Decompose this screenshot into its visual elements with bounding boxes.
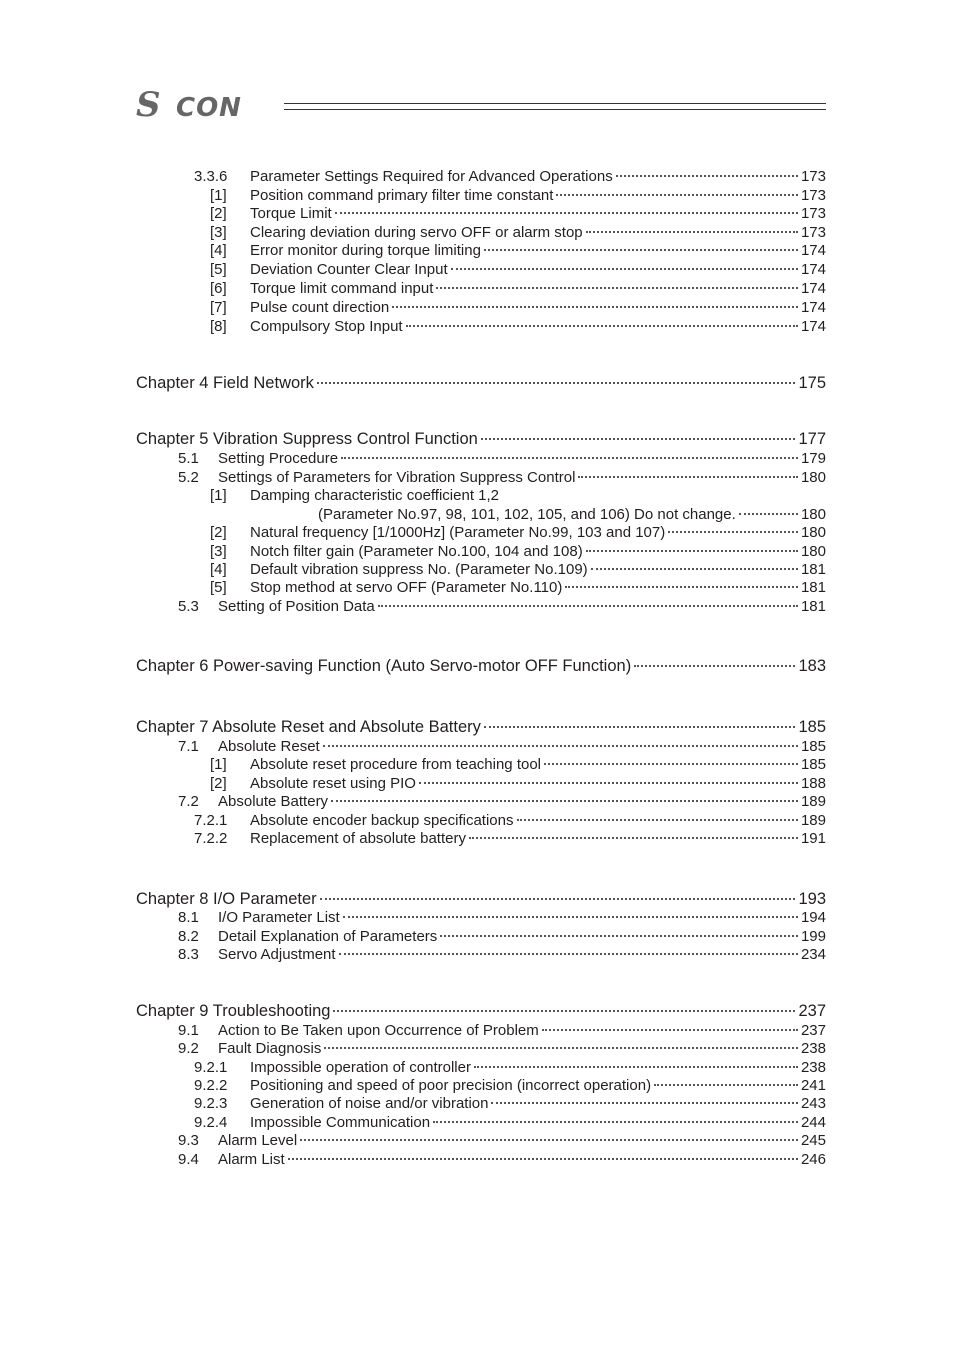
toc-chapter-entry — [136, 430, 826, 449]
toc-entry-title: Action to Be Taken upon Occurrence of Problem — [218, 1022, 539, 1039]
toc-dot-leader — [433, 1121, 798, 1123]
toc-page-number: 244 — [800, 1114, 826, 1131]
toc-dot-leader — [634, 665, 795, 667]
toc-page-number: 173 — [800, 224, 826, 241]
toc-dot-leader — [491, 1102, 797, 1104]
toc-entry-title: Absolute reset using PIO — [250, 775, 416, 792]
toc-entry — [194, 1059, 826, 1076]
toc-dot-leader — [517, 819, 798, 821]
toc-entry-title: Replacement of absolute battery — [250, 830, 466, 847]
toc-page-number: 234 — [800, 946, 826, 963]
toc-entry-number: 8.2 — [178, 928, 199, 945]
toc-dot-leader — [323, 745, 798, 747]
toc-page-number: 246 — [800, 1151, 826, 1168]
toc-entry-title: (Parameter No.97, 98, 101, 102, 105, and 106) Do not change. — [318, 506, 736, 523]
toc-dot-leader — [654, 1084, 798, 1086]
toc-entry — [178, 1040, 826, 1057]
toc-entry-number: [7] — [210, 299, 227, 316]
toc-entry — [178, 598, 826, 615]
toc-dot-leader — [565, 586, 798, 588]
toc-dot-leader — [320, 898, 796, 900]
toc-entry — [210, 756, 826, 773]
toc-entry-number: [1] — [210, 487, 227, 504]
toc-dot-leader — [324, 1047, 798, 1049]
toc-entry-number: 7.2 — [178, 793, 199, 810]
toc-chapter-entry — [136, 374, 826, 393]
toc-page-number: 189 — [800, 793, 826, 810]
toc-dot-leader — [668, 531, 798, 533]
toc-dot-leader — [341, 457, 798, 459]
toc-entry-title: Parameter Settings Required for Advanced Operations — [250, 168, 613, 185]
toc-page-number: 199 — [800, 928, 826, 945]
toc-dot-leader — [474, 1066, 798, 1068]
toc-page-number: 237 — [800, 1022, 826, 1039]
toc-entry-number: 9.1 — [178, 1022, 199, 1039]
toc-dot-leader — [288, 1158, 798, 1160]
toc-page-number: 177 — [798, 430, 826, 448]
svg-text:CON: CON — [176, 93, 242, 123]
toc-entry-number: [1] — [210, 187, 227, 204]
toc-chapter-entry — [136, 718, 826, 737]
toc-dot-leader — [586, 550, 798, 552]
toc-entry-number: 9.2 — [178, 1040, 199, 1057]
toc-page-number: 174 — [800, 299, 826, 316]
toc-dot-leader — [335, 212, 798, 214]
toc-page-number: 173 — [800, 187, 826, 204]
toc-entry — [210, 205, 826, 222]
toc-page-number: 175 — [798, 374, 826, 392]
toc-chapter-entry — [136, 890, 826, 909]
toc-entry-title: Fault Diagnosis — [218, 1040, 322, 1057]
toc-entry-title: Detail Explanation of Parameters — [218, 928, 438, 945]
toc-entry-title: Error monitor during torque limiting — [250, 242, 481, 259]
toc-entry-title: Settings of Parameters for Vibration Suppress Control — [218, 469, 576, 486]
toc-entry — [194, 812, 826, 829]
toc-entry — [210, 543, 826, 560]
toc-entry-title: Chapter 7 Absolute Reset and Absolute Battery — [136, 718, 481, 736]
toc-page-number: 238 — [800, 1059, 826, 1076]
toc-page-number: 185 — [800, 756, 826, 773]
toc-entry — [318, 506, 826, 523]
toc-entry — [178, 1022, 826, 1039]
toc-entry-title: I/O Parameter List — [218, 909, 340, 926]
toc-entry-number: 7.2.1 — [194, 812, 228, 829]
toc-page-number: 181 — [800, 598, 826, 615]
toc-dot-leader — [544, 763, 798, 765]
toc-page-number: 174 — [800, 242, 826, 259]
toc-entry-number: [8] — [210, 318, 227, 335]
toc-dot-leader — [586, 231, 798, 233]
toc-dot-leader — [616, 175, 798, 177]
toc-dot-leader — [317, 382, 796, 384]
toc-entry-number: 9.2.1 — [194, 1059, 228, 1076]
toc-dot-leader — [481, 438, 796, 440]
toc-entry-number: [1] — [210, 756, 227, 773]
toc-page-number: 193 — [798, 890, 826, 908]
toc-dot-leader — [392, 306, 798, 308]
toc-entry-title: Absolute Reset — [218, 738, 320, 755]
toc-page-number: 180 — [800, 506, 826, 523]
toc-chapter-entry — [136, 657, 826, 676]
toc-entry-number: 9.4 — [178, 1151, 199, 1168]
header-rule-top — [284, 103, 826, 104]
toc-entry — [194, 168, 826, 185]
toc-dot-leader — [469, 837, 798, 839]
toc-page-number: 181 — [800, 579, 826, 596]
toc-entry-number: [5] — [210, 579, 227, 596]
toc-entry — [194, 1114, 826, 1131]
toc-entry-number: [3] — [210, 543, 227, 560]
toc-entry — [194, 1077, 826, 1094]
toc-page-number: 189 — [800, 812, 826, 829]
toc-dot-leader — [542, 1029, 798, 1031]
toc-dot-leader — [339, 953, 798, 955]
toc-entry-number: 9.2.2 — [194, 1077, 228, 1094]
toc-entry-number: [3] — [210, 224, 227, 241]
toc-entry — [210, 280, 826, 297]
scon-logo — [136, 88, 276, 124]
toc-entry-title: Absolute Battery — [218, 793, 329, 810]
toc-page-number: 241 — [800, 1077, 826, 1094]
toc-entry-title: Absolute reset procedure from teaching tool — [250, 756, 541, 773]
toc-entry-title: Natural frequency [1/1000Hz] (Parameter No.99, 103 and 107) — [250, 524, 666, 541]
toc-entry-number: [6] — [210, 280, 227, 297]
toc-entry-title: Chapter 9 Troubleshooting — [136, 1002, 331, 1020]
toc-entry-number: 8.1 — [178, 909, 199, 926]
toc-entry — [178, 793, 826, 810]
toc-entry-title: Alarm List — [218, 1151, 285, 1168]
toc-entry-title: Servo Adjustment — [218, 946, 336, 963]
toc-entry — [178, 469, 826, 486]
toc-entry-number: 7.2.2 — [194, 830, 228, 847]
toc-entry-title: Setting Procedure — [218, 450, 339, 467]
toc-entry-number: 3.3.6 — [194, 168, 228, 185]
toc-entry — [178, 909, 826, 926]
toc-entry — [210, 487, 499, 504]
toc-page-number: 180 — [800, 469, 826, 486]
toc-entry — [210, 579, 826, 596]
svg-text:S: S — [136, 88, 161, 124]
toc-dot-leader — [436, 287, 798, 289]
toc-page-number: 238 — [800, 1040, 826, 1057]
toc-entry — [178, 928, 826, 945]
toc-dot-leader — [419, 782, 798, 784]
toc-page-number: 180 — [800, 524, 826, 541]
toc-entry — [178, 1151, 826, 1168]
toc-dot-leader — [578, 476, 798, 478]
toc-entry-title: Torque limit command input — [250, 280, 434, 297]
toc-page-number: 183 — [798, 657, 826, 675]
toc-entry — [178, 1132, 826, 1149]
toc-entry — [178, 946, 826, 963]
toc-entry — [210, 299, 826, 316]
toc-entry — [210, 775, 826, 792]
toc-page-number: 245 — [800, 1132, 826, 1149]
toc-entry-title: Impossible operation of controller — [250, 1059, 471, 1076]
toc-entry — [210, 224, 826, 241]
toc-page-number: 188 — [800, 775, 826, 792]
toc-entry-number: [4] — [210, 561, 227, 578]
toc-entry-number: [4] — [210, 242, 227, 259]
toc-page-number: 185 — [798, 718, 826, 736]
toc-entry-number: [2] — [210, 524, 227, 541]
toc-page-number: 243 — [800, 1095, 826, 1112]
toc-entry — [178, 738, 826, 755]
toc-entry-title: Notch filter gain (Parameter No.100, 104 and 108) — [250, 543, 583, 560]
toc-entry-number: 9.2.4 — [194, 1114, 228, 1131]
toc-entry-title: Pulse count direction — [250, 299, 390, 316]
toc-page-number: 180 — [800, 543, 826, 560]
toc-entry-number: [2] — [210, 775, 227, 792]
toc-entry-title: Chapter 6 Power-saving Function (Auto Servo-motor OFF Function) — [136, 657, 632, 675]
toc-entry-title: Absolute encoder backup specifications — [250, 812, 514, 829]
toc-entry — [210, 524, 826, 541]
toc-entry-title: Compulsory Stop Input — [250, 318, 403, 335]
toc-page-number: 174 — [800, 261, 826, 278]
toc-dot-leader — [406, 325, 798, 327]
toc-dot-leader — [333, 1010, 795, 1012]
toc-dot-leader — [440, 935, 798, 937]
toc-entry — [210, 242, 826, 259]
toc-entry-number: 5.1 — [178, 450, 199, 467]
toc-dot-leader — [556, 194, 798, 196]
toc-entry-title: Chapter 8 I/O Parameter — [136, 890, 317, 908]
toc-dot-leader — [484, 726, 796, 728]
toc-entry — [210, 561, 826, 578]
toc-page-number: 181 — [800, 561, 826, 578]
toc-entry-title: Chapter 4 Field Network — [136, 374, 314, 392]
toc-entry-title: Generation of noise and/or vibration — [250, 1095, 489, 1112]
toc-page-number: 191 — [800, 830, 826, 847]
toc-entry-number: 9.2.3 — [194, 1095, 228, 1112]
toc-entry-title: Deviation Counter Clear Input — [250, 261, 448, 278]
toc-page-number: 174 — [800, 280, 826, 297]
toc-dot-leader — [484, 249, 798, 251]
toc-entry-title: Alarm Level — [218, 1132, 298, 1149]
toc-entry-title: Torque Limit — [250, 205, 332, 222]
toc-entry — [210, 261, 826, 278]
toc-page-number: 194 — [800, 909, 826, 926]
toc-page-number: 179 — [800, 450, 826, 467]
toc-entry-number: 9.3 — [178, 1132, 199, 1149]
header-rule-bottom — [284, 109, 826, 110]
toc-dot-leader — [591, 568, 798, 570]
toc-entry-title: Setting of Position Data — [218, 598, 375, 615]
toc-entry-title: Positioning and speed of poor precision (incorrect operation) — [250, 1077, 652, 1094]
toc-dot-leader — [739, 513, 798, 515]
toc-dot-leader — [343, 916, 798, 918]
toc-page-number: 173 — [800, 168, 826, 185]
toc-page-number: 174 — [800, 318, 826, 335]
toc-dot-leader — [451, 268, 798, 270]
toc-entry-title: Clearing deviation during servo OFF or alarm stop — [250, 224, 583, 241]
toc-entry — [194, 1095, 826, 1112]
toc-entry-number: 5.2 — [178, 469, 199, 486]
toc-entry — [210, 187, 826, 204]
toc-entry-title: Chapter 5 Vibration Suppress Control Function — [136, 430, 478, 448]
toc-entry-title: Default vibration suppress No. (Parameter No.109) — [250, 561, 588, 578]
toc-entry-title: Impossible Communication — [250, 1114, 431, 1131]
toc-chapter-entry — [136, 1002, 826, 1021]
toc-entry-number: [5] — [210, 261, 227, 278]
toc-entry-title: Damping characteristic coefficient 1,2 — [250, 487, 500, 504]
toc-page-number: 237 — [798, 1002, 826, 1020]
toc-entry-number: [2] — [210, 205, 227, 222]
toc-page-number: 185 — [800, 738, 826, 755]
toc-entry-title: Position command primary filter time constant — [250, 187, 554, 204]
page-header — [136, 88, 826, 124]
toc-entry — [178, 450, 826, 467]
toc-dot-leader — [300, 1139, 798, 1141]
toc-page-number: 173 — [800, 205, 826, 222]
toc-dot-leader — [378, 605, 798, 607]
toc-entry-number: 5.3 — [178, 598, 199, 615]
toc-dot-leader — [331, 800, 798, 802]
toc-entry-number: 8.3 — [178, 946, 199, 963]
toc-entry-title: Stop method at servo OFF (Parameter No.110) — [250, 579, 563, 596]
toc-entry — [210, 318, 826, 335]
toc-entry-number: 7.1 — [178, 738, 199, 755]
toc-entry — [194, 830, 826, 847]
